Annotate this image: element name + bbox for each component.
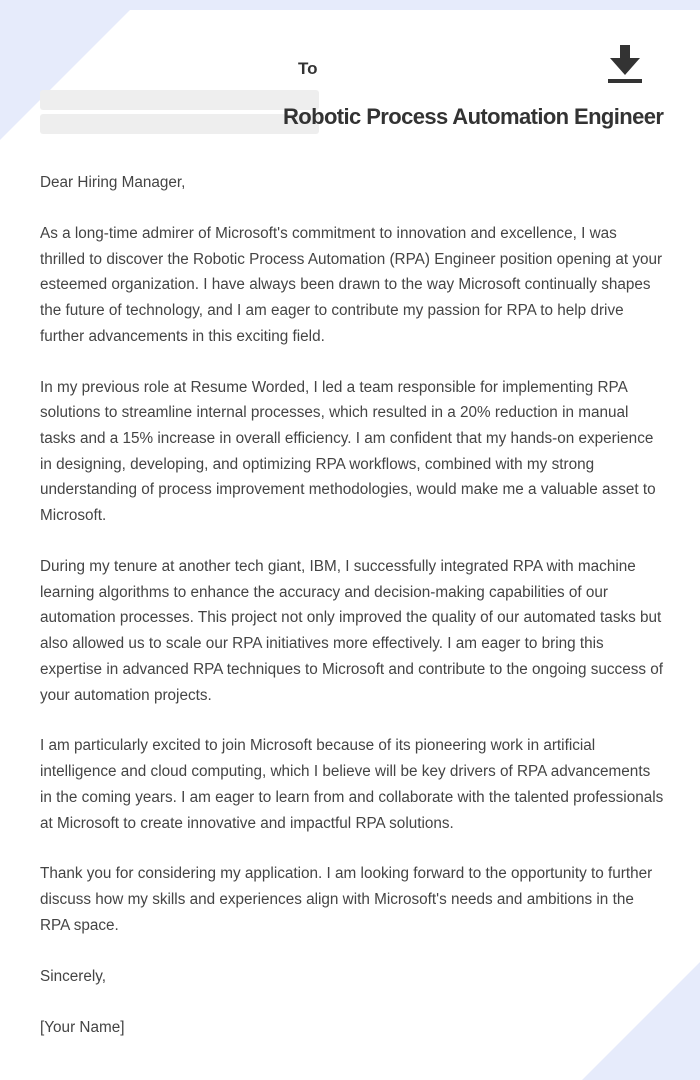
recipient-placeholder-line-1 (40, 90, 319, 110)
paragraph: During my tenure at another tech giant, IBM, I successfully integrated RPA with machine learning algorithms to enhance the accuracy and decision-making capabilities of our automation processes. This project not only improved the quality of our automated tasks but also allowed us to scale our RPA initiatives more effectively. I am eager to bring this expertise in advanced RPA techniques to Microsoft and contribute to the ongoing success of your automation projects. (40, 558, 664, 704)
download-button[interactable] (607, 45, 643, 85)
recipient-placeholder-line-2 (40, 114, 319, 134)
signature: [Your Name] (40, 1018, 125, 1036)
paragraph: As a long-time admirer of Microsoft's commitment to innovation and excellence, I was thrilled to discover the Robotic Process Automation (RPA) Engineer position opening at your esteemed organization. I have always been drawn to the way Microsoft continually shapes the future of technology, and I am eager to contribute my passion for RPA to help drive further advancements in this exciting field. (40, 224, 663, 345)
letter-body (40, 170, 665, 1065)
greeting: Dear Hiring Manager, (40, 174, 186, 191)
closing: Sincerely, (40, 967, 107, 985)
download-icon (607, 45, 643, 85)
paragraph: In my previous role at Resume Worded, I led a team responsible for implementing RPA solutions to streamline internal processes, which resulted in a 20% reduction in manual tasks and a 15% increase in overall efficiency. I am confident that my hands-on experience in designing, developing, and optimizing RPA workflows, combined with my strong understanding of process improvement methodologies, would make me a valuable asset to Microsoft. (40, 378, 656, 525)
job-title: Robotic Process Automation Engineer (283, 104, 664, 129)
paragraph: Thank you for considering my application. I am looking forward to the opportunity to further discuss how my skills and experiences align with Microsoft's needs and ambitions in the RPA space. (40, 865, 653, 934)
paragraph: I am particularly excited to join Microsoft because of its pioneering work in artificial intelligence and cloud computing, which I believe will be key drivers of RPA advancements in the coming years. I am eager to learn from and collaborate with the talented professionals at Microsoft to create innovative and impactful RPA solutions. (40, 737, 664, 832)
to-label: To (298, 59, 318, 78)
